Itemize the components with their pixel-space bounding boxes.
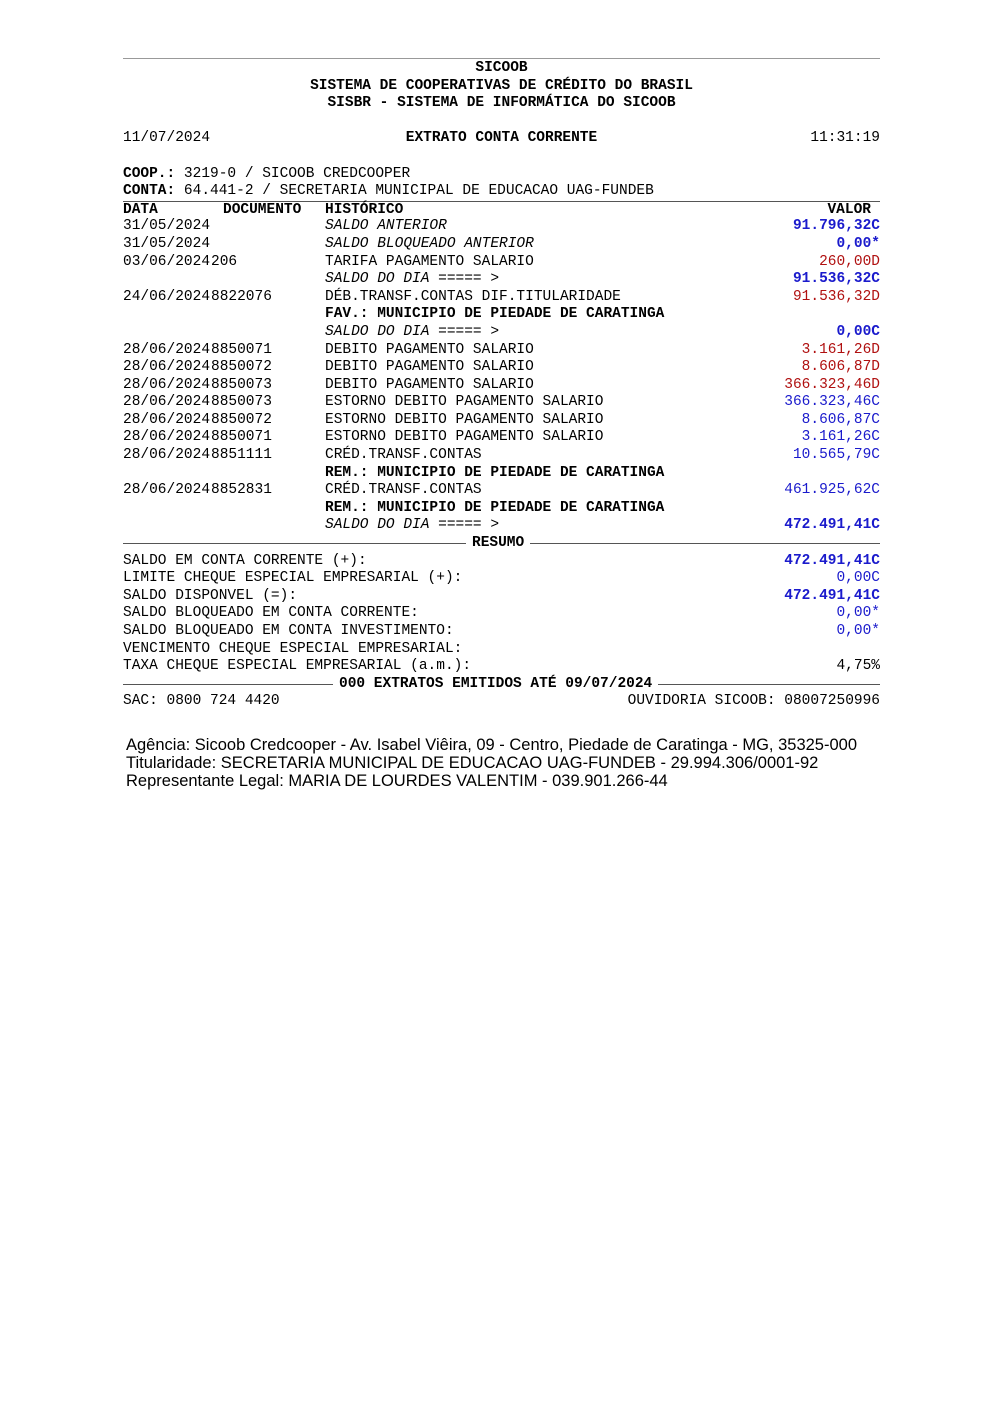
row-date: 28/06/2024	[123, 447, 211, 464]
resumo-value: 0,00*	[836, 605, 880, 622]
col-doc: DOCUMENTO	[223, 201, 302, 218]
resumo-table	[123, 553, 880, 676]
row-date: 24/06/2024	[123, 288, 211, 305]
top-rule	[123, 58, 880, 59]
row-history: ESTORNO DEBITO PAGAMENTO SALARIO	[325, 394, 604, 411]
row-history: SALDO ANTERIOR	[325, 218, 447, 235]
table-row	[123, 289, 880, 307]
agency-info	[126, 736, 857, 790]
table-row	[123, 218, 880, 236]
resumo-row	[123, 570, 880, 588]
col-date: DATA	[123, 201, 158, 218]
row-history: DEBITO PAGAMENTO SALARIO	[325, 376, 534, 393]
row-history: TARIFA PAGAMENTO SALARIO	[325, 253, 534, 270]
row-history: SALDO BLOQUEADO ANTERIOR	[325, 235, 534, 252]
row-history: SALDO DO DIA ===== >	[325, 323, 500, 340]
resumo-label: TAXA CHEQUE ESPECIAL EMPRESARIAL (a.m.):	[123, 658, 472, 675]
coop-value: 3219-0 / SICOOB CREDCOOPER	[175, 165, 411, 182]
resumo-title: RESUMO	[466, 535, 530, 553]
row-value: 10.565,79C	[792, 447, 880, 464]
row-date: 28/06/2024	[123, 341, 211, 358]
contacts-line	[123, 693, 880, 711]
resumo-value: 0,00*	[836, 623, 880, 639]
row-document: 8850073	[211, 394, 272, 411]
row-date: 31/05/2024	[123, 218, 211, 235]
row-document: 206	[211, 253, 238, 270]
resumo-label: LIMITE CHEQUE ESPECIAL EMPRESARIAL (+):	[123, 570, 463, 587]
resumo-label: SALDO BLOQUEADO EM CONTA INVESTIMENTO:	[123, 623, 454, 639]
row-document: 8850072	[211, 411, 272, 428]
resumo-row	[123, 588, 880, 606]
row-history: SALDO DO DIA ===== >	[325, 271, 500, 288]
row-value: 91.536,32D	[792, 288, 880, 305]
resumo-separator	[123, 535, 880, 553]
resumo-label: SALDO EM CONTA CORRENTE (+):	[123, 552, 367, 569]
table-row	[123, 482, 880, 500]
sisbr-name: SISBR - SISTEMA DE INFORMÁTICA DO SICOOB	[327, 95, 676, 112]
col-hist: HISTÓRICO	[325, 201, 404, 218]
col-value: VALOR	[827, 201, 871, 218]
conta-line	[123, 183, 880, 201]
row-date: 03/06/2024	[123, 253, 211, 270]
row-value: 8.606,87D	[801, 359, 880, 376]
row-document: 8850071	[211, 341, 272, 358]
row-value: 461.925,62C	[784, 482, 880, 499]
table-row	[123, 465, 880, 483]
row-history: DEBITO PAGAMENTO SALARIO	[325, 341, 534, 358]
coop-label: COOP.:	[123, 165, 176, 182]
row-date: 28/06/2024	[123, 376, 211, 393]
table-row	[123, 359, 880, 377]
conta-label: CONTA:	[123, 183, 176, 200]
legal-representative: Representante Legal: MARIA DE LOURDES VALENTIM - 039.901.266-44	[126, 772, 668, 790]
resumo-value: 472.491,41C	[784, 552, 880, 569]
resumo-label: SALDO BLOQUEADO EM CONTA CORRENTE:	[123, 605, 419, 622]
report-info-line	[123, 130, 880, 148]
row-history: CRÉD.TRANSF.CONTAS	[325, 447, 482, 464]
table-row	[123, 517, 880, 535]
row-date: 28/06/2024	[123, 482, 211, 499]
row-value: 3.161,26D	[801, 341, 880, 358]
resumo-row	[123, 658, 880, 676]
table-row	[123, 324, 880, 342]
table-row	[123, 394, 880, 412]
row-history: ESTORNO DEBITO PAGAMENTO SALARIO	[325, 429, 604, 446]
resumo-value: 0,00C	[836, 570, 880, 587]
table-row	[123, 254, 880, 272]
transactions-table	[123, 218, 880, 535]
row-value: 260,00D	[819, 253, 880, 270]
table-row	[123, 271, 880, 289]
table-row	[123, 447, 880, 465]
resumo-row	[123, 605, 880, 623]
resumo-row	[123, 553, 880, 571]
row-document: 8850072	[211, 359, 272, 376]
row-history: DÉB.TRANSF.CONTAS DIF.TITULARIDADE	[325, 288, 621, 305]
row-value: 472.491,41C	[784, 517, 880, 534]
row-history: ESTORNO DEBITO PAGAMENTO SALARIO	[325, 411, 604, 428]
row-history: FAV.: MUNICIPIO DE PIEDADE DE CARATINGA	[325, 306, 665, 323]
resumo-label: VENCIMENTO CHEQUE ESPECIAL EMPRESARIAL:	[123, 640, 463, 657]
row-document: 8851111	[211, 447, 272, 464]
row-date: 28/06/2024	[123, 429, 211, 446]
row-history: CRÉD.TRANSF.CONTAS	[325, 482, 482, 499]
report-title: EXTRATO CONTA CORRENTE	[405, 130, 598, 147]
sac-phone: SAC: 0800 724 4420	[123, 693, 280, 710]
row-date: 28/06/2024	[123, 411, 211, 428]
resumo-label: SALDO DISPONVEL (=):	[123, 587, 298, 604]
table-header	[123, 202, 880, 219]
row-date: 28/06/2024	[123, 359, 211, 376]
row-date: 28/06/2024	[123, 394, 211, 411]
row-document: 8852831	[211, 482, 272, 499]
row-value: 366.323,46C	[784, 394, 880, 411]
row-value: 3.161,26C	[801, 429, 880, 446]
agency-address: Agência: Sicoob Credcooper - Av. Isabel Viêira, 09 - Centro, Piedade de Caratinga - MG, 35325-000	[126, 736, 858, 754]
system-name: SISTEMA DE COOPERATIVAS DE CRÉDITO DO BRASIL	[310, 77, 693, 94]
table-row	[123, 377, 880, 395]
row-value: 0,00C	[836, 323, 880, 340]
bank-name: SICOOB	[475, 60, 528, 76]
row-document: 8850071	[211, 429, 272, 446]
resumo-row	[123, 623, 880, 641]
row-date: 31/05/2024	[123, 235, 211, 252]
resumo-row	[123, 641, 880, 659]
ouvidoria-phone: OUVIDORIA SICOOB: 08007250996	[627, 693, 880, 710]
report-date: 11/07/2024	[123, 130, 211, 147]
account-holder: Titularidade: SECRETARIA MUNICIPAL DE EDUCACAO UAG-FUNDEB - 29.994.306/0001-92	[126, 754, 819, 772]
row-history: REM.: MUNICIPIO DE PIEDADE DE CARATINGA	[325, 499, 665, 516]
resumo-value: 4,75%	[836, 658, 880, 675]
extratos-emitidos: 000 EXTRATOS EMITIDOS ATÉ 09/07/2024	[333, 676, 658, 694]
table-row	[123, 412, 880, 430]
row-value: 8.606,87C	[801, 411, 880, 428]
row-value: 366.323,46D	[784, 376, 880, 393]
table-row	[123, 306, 880, 324]
table-row	[123, 429, 880, 447]
row-history: REM.: MUNICIPIO DE PIEDADE DE CARATINGA	[325, 464, 665, 481]
table-row	[123, 236, 880, 254]
statement-header	[123, 60, 880, 711]
conta-value: 64.441-2 / SECRETARIA MUNICIPAL DE EDUCACAO UAG-FUNDEB	[175, 183, 654, 200]
report-time: 11:31:19	[810, 130, 880, 147]
row-value: 91.536,32C	[792, 271, 880, 288]
row-value: 91.796,32C	[792, 218, 880, 235]
row-document: 8822076	[211, 288, 272, 305]
table-row	[123, 500, 880, 518]
row-value: 0,00*	[836, 235, 880, 252]
extratos-separator	[123, 676, 880, 694]
row-document: 8850073	[211, 376, 272, 393]
row-history: DEBITO PAGAMENTO SALARIO	[325, 359, 534, 376]
coop-line	[123, 166, 880, 184]
row-history: SALDO DO DIA ===== >	[325, 517, 500, 534]
table-row	[123, 342, 880, 360]
resumo-value: 472.491,41C	[784, 587, 880, 604]
